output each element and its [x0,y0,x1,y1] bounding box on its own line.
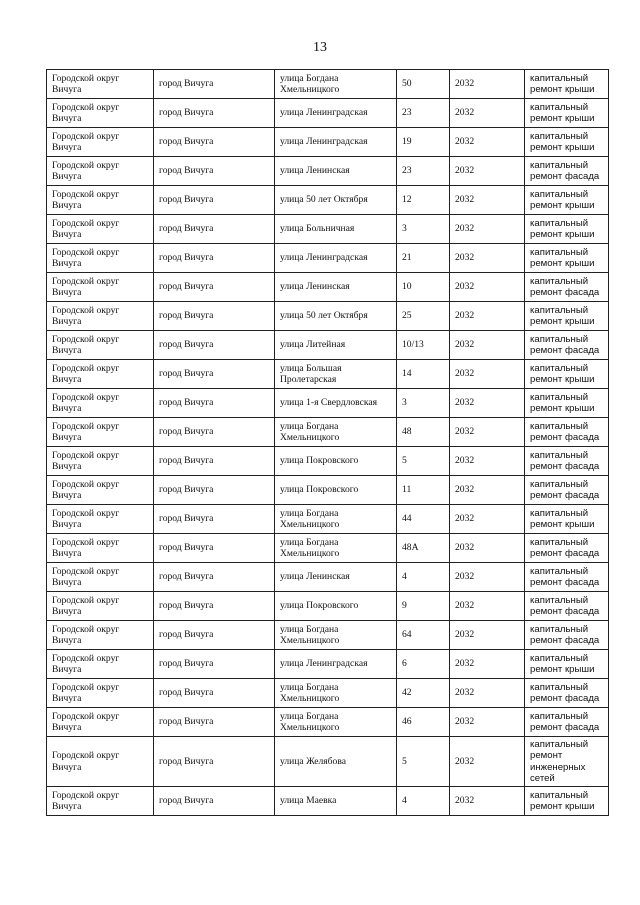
table-row [47,128,609,157]
table-row [47,787,609,816]
district-cell: Городской округ Вичуга [47,273,154,302]
table-row [47,418,609,447]
house-number-cell: 14 [397,360,450,389]
work-type-cell: капитальный ремонт фасада [525,708,609,737]
city-cell: город Вичуга [154,534,275,563]
city-cell: город Вичуга [154,215,275,244]
house-number-cell: 4 [397,563,450,592]
year-cell: 2032 [450,476,525,505]
house-number-cell: 23 [397,157,450,186]
year-cell: 2032 [450,505,525,534]
year-cell: 2032 [450,737,525,787]
district-cell: Городской округ Вичуга [47,215,154,244]
house-number-cell: 10 [397,273,450,302]
table-row [47,592,609,621]
house-number-cell: 3 [397,389,450,418]
district-cell: Городской округ Вичуга [47,563,154,592]
work-type-cell: капитальный ремонт фасада [525,476,609,505]
district-cell: Городской округ Вичуга [47,447,154,476]
city-cell: город Вичуга [154,708,275,737]
house-number-cell: 9 [397,592,450,621]
city-cell: город Вичуга [154,592,275,621]
work-type-cell: капитальный ремонт фасада [525,534,609,563]
table-row [47,244,609,273]
house-number-cell: 4 [397,787,450,816]
year-cell: 2032 [450,360,525,389]
work-type-cell: капитальный ремонт фасада [525,679,609,708]
work-type-cell: капитальный ремонт крыши [525,302,609,331]
year-cell: 2032 [450,389,525,418]
table-row [47,476,609,505]
street-cell: улица 1-я Свердловская [275,389,397,418]
city-cell: город Вичуга [154,70,275,99]
city-cell: город Вичуга [154,418,275,447]
table-row [47,737,609,787]
street-cell: улица Большая Пролетарская [275,360,397,389]
page-number: 13 [313,40,327,55]
district-cell: Городской округ Вичуга [47,708,154,737]
table-row [47,273,609,302]
year-cell: 2032 [450,157,525,186]
year-cell: 2032 [450,592,525,621]
year-cell: 2032 [450,244,525,273]
work-type-cell: капитальный ремонт фасада [525,563,609,592]
city-cell: город Вичуга [154,650,275,679]
house-number-cell: 48 [397,418,450,447]
house-number-cell: 6 [397,650,450,679]
street-cell: улица Покровского [275,447,397,476]
work-type-cell: капитальный ремонт крыши [525,70,609,99]
city-cell: город Вичуга [154,679,275,708]
year-cell: 2032 [450,447,525,476]
street-cell: улица Литейная [275,331,397,360]
street-cell: улица Ленинская [275,563,397,592]
work-type-cell: капитальный ремонт крыши [525,360,609,389]
year-cell: 2032 [450,650,525,679]
year-cell: 2032 [450,70,525,99]
district-cell: Городской округ Вичуга [47,592,154,621]
city-cell: город Вичуга [154,273,275,302]
house-number-cell: 23 [397,99,450,128]
district-cell: Городской округ Вичуга [47,186,154,215]
street-cell: улица Ленинградская [275,99,397,128]
table-row [47,447,609,476]
house-number-cell: 44 [397,505,450,534]
street-cell: улица Богдана Хмельницкого [275,70,397,99]
street-cell: улица Покровского [275,476,397,505]
street-cell: улица Богдана Хмельницкого [275,505,397,534]
table-row [47,650,609,679]
work-type-cell: капитальный ремонт фасада [525,418,609,447]
year-cell: 2032 [450,787,525,816]
table-row [47,302,609,331]
work-type-cell: капитальный ремонт крыши [525,787,609,816]
house-number-cell: 50 [397,70,450,99]
table-row [47,99,609,128]
city-cell: город Вичуга [154,99,275,128]
house-number-cell: 48А [397,534,450,563]
year-cell: 2032 [450,331,525,360]
street-cell: улица Богдана Хмельницкого [275,418,397,447]
street-cell: улица Ленинградская [275,244,397,273]
street-cell: улица Ленинская [275,273,397,302]
table-row [47,360,609,389]
street-cell: улица Покровского [275,592,397,621]
street-cell: улица Ленинградская [275,128,397,157]
district-cell: Городской округ Вичуга [47,70,154,99]
table-row [47,331,609,360]
district-cell: Городской округ Вичуга [47,389,154,418]
city-cell: город Вичуга [154,787,275,816]
year-cell: 2032 [450,215,525,244]
work-type-cell: капитальный ремонт фасада [525,331,609,360]
year-cell: 2032 [450,99,525,128]
district-cell: Городской округ Вичуга [47,534,154,563]
work-type-cell: капитальный ремонт фасада [525,273,609,302]
house-number-cell: 5 [397,737,450,787]
table-row [47,534,609,563]
district-cell: Городской округ Вичуга [47,679,154,708]
city-cell: город Вичуга [154,476,275,505]
work-type-cell: капитальный ремонт инженерных сетей [525,737,609,787]
work-type-cell: капитальный ремонт крыши [525,215,609,244]
year-cell: 2032 [450,273,525,302]
city-cell: город Вичуга [154,505,275,534]
district-cell: Городской округ Вичуга [47,244,154,273]
city-cell: город Вичуга [154,360,275,389]
work-type-cell: капитальный ремонт крыши [525,186,609,215]
street-cell: улица Ленинградская [275,650,397,679]
district-cell: Городской округ Вичуга [47,157,154,186]
year-cell: 2032 [450,708,525,737]
table-body [47,70,609,816]
district-cell: Городской округ Вичуга [47,418,154,447]
work-type-cell: капитальный ремонт крыши [525,389,609,418]
work-type-cell: капитальный ремонт крыши [525,505,609,534]
street-cell: улица Богдана Хмельницкого [275,708,397,737]
work-type-cell: капитальный ремонт крыши [525,650,609,679]
work-type-cell: капитальный ремонт фасада [525,157,609,186]
house-number-cell: 10/13 [397,331,450,360]
table-row [47,563,609,592]
year-cell: 2032 [450,128,525,157]
work-type-cell: капитальный ремонт крыши [525,128,609,157]
year-cell: 2032 [450,621,525,650]
city-cell: город Вичуга [154,447,275,476]
table-row [47,505,609,534]
work-type-cell: капитальный ремонт фасада [525,447,609,476]
district-cell: Городской округ Вичуга [47,302,154,331]
house-number-cell: 5 [397,447,450,476]
district-cell: Городской округ Вичуга [47,128,154,157]
city-cell: город Вичуга [154,244,275,273]
table-row [47,621,609,650]
year-cell: 2032 [450,186,525,215]
house-number-cell: 42 [397,679,450,708]
table-row [47,157,609,186]
street-cell: улица Маевка [275,787,397,816]
house-number-cell: 21 [397,244,450,273]
year-cell: 2032 [450,418,525,447]
city-cell: город Вичуга [154,186,275,215]
city-cell: город Вичуга [154,128,275,157]
street-cell: улица 50 лет Октября [275,302,397,331]
house-number-cell: 46 [397,708,450,737]
work-type-cell: капитальный ремонт фасада [525,621,609,650]
street-cell: улица Желябова [275,737,397,787]
street-cell: улица Богдана Хмельницкого [275,621,397,650]
street-cell: улица Богдана Хмельницкого [275,534,397,563]
city-cell: город Вичуга [154,157,275,186]
street-cell: улица 50 лет Октября [275,186,397,215]
table-row [47,215,609,244]
city-cell: город Вичуга [154,737,275,787]
year-cell: 2032 [450,534,525,563]
street-cell: улица Ленинская [275,157,397,186]
table-row [47,186,609,215]
house-number-cell: 25 [397,302,450,331]
repair-schedule-table [46,69,609,816]
district-cell: Городской округ Вичуга [47,99,154,128]
district-cell: Городской округ Вичуга [47,505,154,534]
street-cell: улица Богдана Хмельницкого [275,679,397,708]
house-number-cell: 3 [397,215,450,244]
district-cell: Городской округ Вичуга [47,476,154,505]
year-cell: 2032 [450,679,525,708]
city-cell: город Вичуга [154,621,275,650]
district-cell: Городской округ Вичуга [47,787,154,816]
work-type-cell: капитальный ремонт фасада [525,592,609,621]
city-cell: город Вичуга [154,563,275,592]
house-number-cell: 12 [397,186,450,215]
city-cell: город Вичуга [154,389,275,418]
year-cell: 2032 [450,302,525,331]
house-number-cell: 19 [397,128,450,157]
district-cell: Городской округ Вичуга [47,737,154,787]
district-cell: Городской округ Вичуга [47,621,154,650]
city-cell: город Вичуга [154,331,275,360]
year-cell: 2032 [450,563,525,592]
work-type-cell: капитальный ремонт крыши [525,244,609,273]
table-row [47,70,609,99]
table-row [47,708,609,737]
city-cell: город Вичуга [154,302,275,331]
house-number-cell: 11 [397,476,450,505]
street-cell: улица Больничная [275,215,397,244]
district-cell: Городской округ Вичуга [47,650,154,679]
table-row [47,389,609,418]
district-cell: Городской округ Вичуга [47,331,154,360]
district-cell: Городской округ Вичуга [47,360,154,389]
work-type-cell: капитальный ремонт крыши [525,99,609,128]
table-row [47,679,609,708]
house-number-cell: 64 [397,621,450,650]
